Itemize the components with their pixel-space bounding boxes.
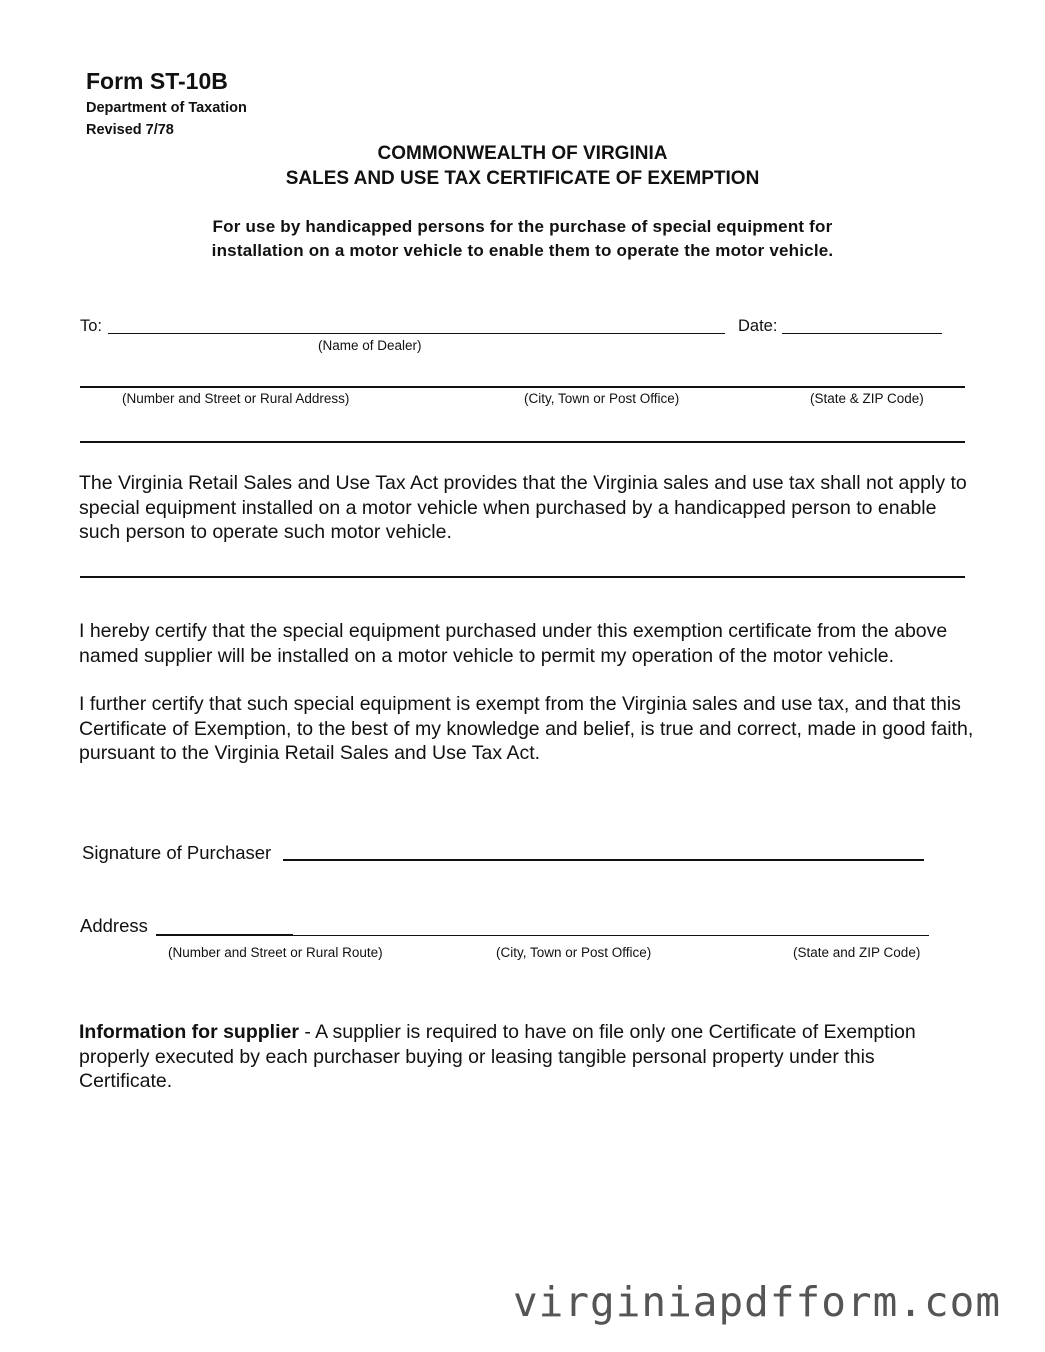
department-name: Department of Taxation <box>86 100 247 116</box>
to-label: To: <box>80 317 103 335</box>
supplier-info-text: - A supplier is required to have on file only one Certificate of Exemption properly executed by each purchaser buying or leasing tangible personal property under this Certificate. <box>79 1021 916 1092</box>
purchaser-state-caption: (State and ZIP Code) <box>793 945 921 960</box>
signature-field[interactable] <box>283 859 924 861</box>
form-number: Form ST-10B <box>86 68 228 94</box>
dealer-street-caption: (Number and Street or Rural Address) <box>122 391 350 406</box>
date-field[interactable] <box>782 333 942 334</box>
supplier-info-paragraph <box>79 1020 959 1094</box>
address-label: Address <box>80 915 148 936</box>
title-line-2: SALES AND USE TAX CERTIFICATE OF EXEMPTION <box>285 168 760 189</box>
certification-paragraph-2: I further certify that such special equipment is exempt from the Virginia sales and use tax, and that this Certificate of Exemption, to the best of my knowledge and belief, is true and correct, made in good faith, pursuant to the Virginia Retail Sales and Use Tax Act. <box>79 693 974 764</box>
dealer-state-caption: (State & ZIP Code) <box>810 391 924 406</box>
dealer-name-field[interactable] <box>108 333 725 334</box>
dealer-name-caption: (Name of Dealer) <box>318 338 422 353</box>
section-divider <box>80 576 965 578</box>
address-field-start <box>156 934 293 936</box>
dealer-city-caption: (City, Town or Post Office) <box>524 391 680 406</box>
dealer-address-field[interactable] <box>80 386 965 388</box>
title-line-1: COMMONWEALTH OF VIRGINIA <box>377 143 668 164</box>
supplier-info-heading: Information for supplier <box>79 1021 299 1043</box>
purchaser-city-caption: (City, Town or Post Office) <box>496 945 652 960</box>
date-label: Date: <box>738 317 778 335</box>
purchaser-street-caption: (Number and Street or Rural Route) <box>168 945 383 960</box>
certification-paragraph-1: I hereby certify that the special equipment purchased under this exemption certificate from the above named supplier will be installed on a motor vehicle to permit my operation of the motor vehicle. <box>79 620 948 667</box>
purpose-line-1: For use by handicapped persons for the purchase of special equipment for <box>212 217 833 236</box>
revision-date: Revised 7/78 <box>86 122 174 138</box>
purpose-line-2: installation on a motor vehicle to enable them to operate the motor vehicle. <box>211 241 834 260</box>
section-divider <box>80 441 965 443</box>
site-watermark: virginiapdfform.com <box>513 1278 1001 1326</box>
address-field[interactable] <box>293 935 929 936</box>
signature-label: Signature of Purchaser <box>82 842 272 863</box>
statute-paragraph: The Virginia Retail Sales and Use Tax Act provides that the Virginia sales and use tax shall not apply to special equipment installed on a motor vehicle when purchased by a handicapped person to enable such person to operate such motor vehicle. <box>79 472 967 543</box>
